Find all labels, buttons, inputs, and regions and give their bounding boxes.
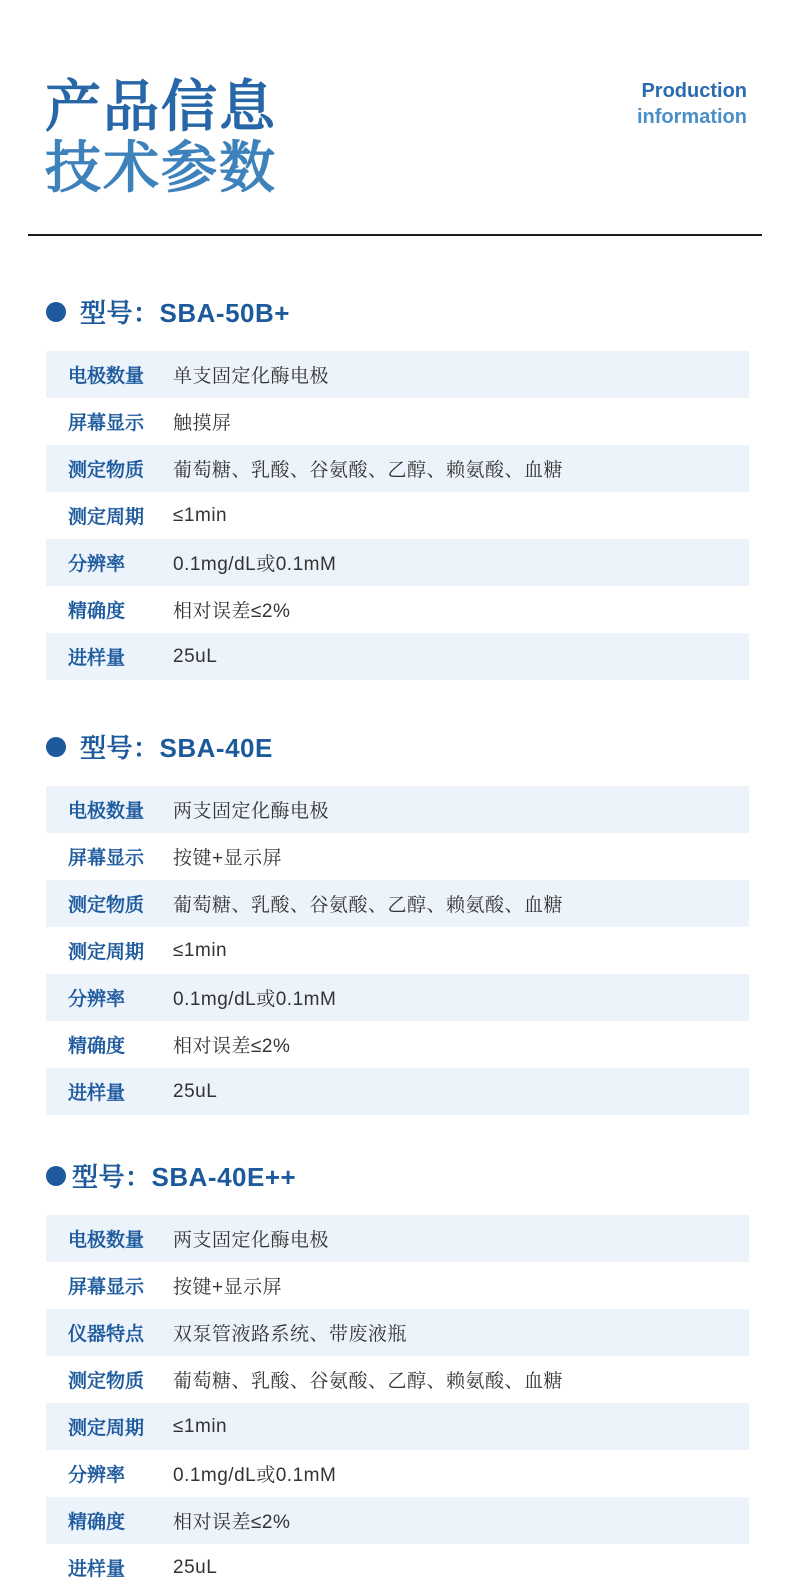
row-value: 葡萄糖、乳酸、谷氨酸、乙醇、赖氨酸、血糖 [173, 460, 564, 481]
row-value: 按键+显示屏 [173, 1277, 283, 1298]
row-value: 两支固定化酶电极 [173, 1230, 330, 1251]
header-divider [28, 234, 762, 236]
section-sba-50b-plus [46, 293, 749, 680]
row-label: 精确度 [68, 1512, 126, 1533]
row-value: 25uL [173, 1080, 218, 1102]
row-value: 相对误差≤2% [173, 601, 291, 622]
row-value: 触摸屏 [173, 413, 232, 434]
row-label: 分辨率 [68, 1465, 126, 1486]
bullet-icon [46, 1166, 66, 1186]
row-value: 双泵管液路系统、带废液瓶 [173, 1324, 408, 1345]
row-label: 电极数量 [68, 801, 145, 822]
row-value: 葡萄糖、乳酸、谷氨酸、乙醇、赖氨酸、血糖 [173, 1371, 564, 1392]
row-value: 0.1mg/dL或0.1mM [173, 989, 337, 1010]
spec-table [46, 786, 749, 1115]
row-label: 屏幕显示 [68, 413, 145, 434]
row-value: 25uL [173, 1556, 218, 1578]
row-value: 葡萄糖、乳酸、谷氨酸、乙醇、赖氨酸、血糖 [173, 895, 564, 916]
table-row [46, 1450, 749, 1497]
table-row [46, 1356, 749, 1403]
row-label: 进样量 [68, 1083, 126, 1104]
model-title [80, 728, 273, 765]
row-label: 电极数量 [68, 1230, 145, 1251]
model-number: SBA-50B+ [159, 298, 290, 328]
table-row [46, 833, 749, 880]
row-label: 进样量 [68, 1559, 126, 1580]
table-row [46, 880, 749, 927]
row-label: 电极数量 [68, 366, 145, 387]
row-value: ≤1min [173, 939, 228, 961]
row-label: 测定周期 [68, 507, 145, 528]
model-heading [46, 1157, 749, 1194]
table-row [46, 1215, 749, 1262]
subtitle-line-2: information [637, 106, 747, 128]
table-row [46, 351, 749, 398]
model-heading [46, 293, 749, 330]
table-row [46, 1497, 749, 1544]
row-label: 测定物质 [68, 460, 145, 481]
table-row [46, 1403, 749, 1450]
row-label: 精确度 [68, 1036, 126, 1057]
section-sba-40e [46, 728, 749, 1115]
row-value: 相对误差≤2% [173, 1036, 291, 1057]
table-row [46, 633, 749, 680]
spec-table [46, 1215, 749, 1591]
table-row [46, 927, 749, 974]
model-title [80, 293, 290, 330]
table-row [46, 1021, 749, 1068]
row-value: 0.1mg/dL或0.1mM [173, 554, 337, 575]
row-value: 两支固定化酶电极 [173, 801, 330, 822]
model-title [72, 1157, 296, 1194]
page-title-line-1: 产品信息 [45, 75, 277, 138]
row-value: 按键+显示屏 [173, 848, 283, 869]
page-subtitle-en [637, 78, 747, 130]
row-value: 单支固定化酶电极 [173, 366, 330, 387]
bullet-icon [46, 302, 66, 322]
row-value: 25uL [173, 645, 218, 667]
row-label: 测定周期 [68, 1418, 145, 1439]
row-label: 测定物质 [68, 895, 145, 916]
page-title-line-2: 技术参数 [45, 136, 277, 199]
table-row [46, 1309, 749, 1356]
row-label: 分辨率 [68, 554, 126, 575]
model-number: SBA-40E [159, 733, 273, 763]
page-header [0, 0, 790, 198]
table-row [46, 786, 749, 833]
model-label: 型号： [80, 733, 160, 763]
row-label: 测定物质 [68, 1371, 145, 1392]
row-label: 进样量 [68, 648, 126, 669]
table-row [46, 398, 749, 445]
table-row [46, 586, 749, 633]
row-label: 精确度 [68, 601, 126, 622]
model-label: 型号： [72, 1162, 152, 1192]
table-row [46, 1068, 749, 1115]
row-label: 测定周期 [68, 942, 145, 963]
model-heading [46, 728, 749, 765]
table-row [46, 539, 749, 586]
row-label: 屏幕显示 [68, 848, 145, 869]
bullet-icon [46, 737, 66, 757]
row-label: 分辨率 [68, 989, 126, 1010]
row-value: 相对误差≤2% [173, 1512, 291, 1533]
table-row [46, 492, 749, 539]
subtitle-line-1: Production [641, 80, 747, 102]
spec-table [46, 351, 749, 680]
section-sba-40e-plus-plus [46, 1157, 749, 1591]
row-value: 0.1mg/dL或0.1mM [173, 1465, 337, 1486]
model-label: 型号： [80, 298, 160, 328]
table-row [46, 1544, 749, 1591]
row-value: ≤1min [173, 1415, 228, 1437]
row-label: 仪器特点 [68, 1324, 145, 1345]
row-value: ≤1min [173, 504, 228, 526]
model-number: SBA-40E++ [151, 1162, 297, 1192]
table-row [46, 1262, 749, 1309]
table-row [46, 445, 749, 492]
table-row [46, 974, 749, 1021]
row-label: 屏幕显示 [68, 1277, 145, 1298]
